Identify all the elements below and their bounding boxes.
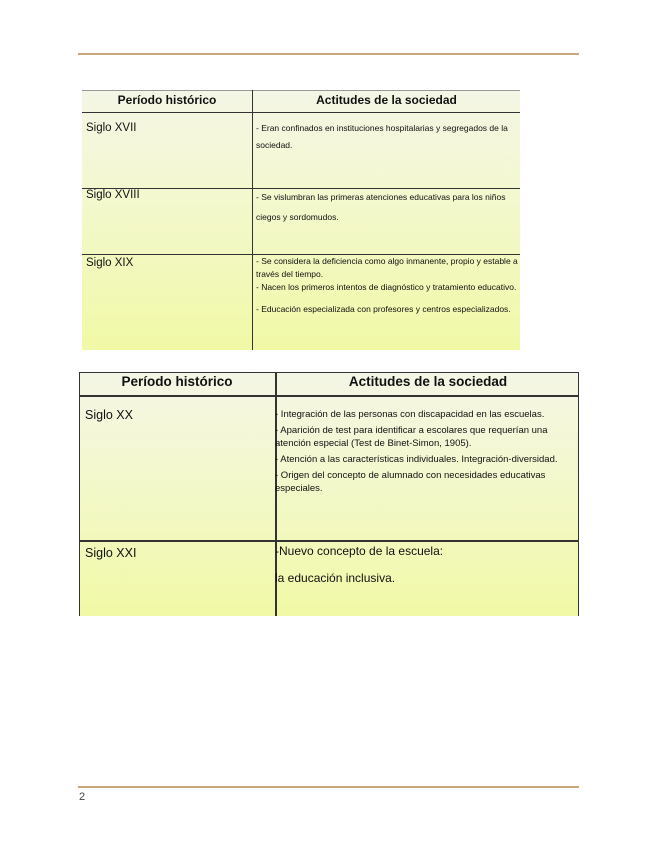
list-item: - Atención a las características individuales. Integración-diversidad. <box>275 454 558 465</box>
header-rule <box>78 53 579 55</box>
footer-rule <box>78 786 579 788</box>
list-item: - Educación especializada con profesores y centros especializados. <box>256 304 511 314</box>
list-item: - Nacen los primeros intentos de diagnóstico y tratamiento educativo. <box>256 282 517 292</box>
row-text-17 <box>256 120 518 154</box>
column-header-attitudes: Actitudes de la sociedad <box>316 93 457 107</box>
row-text-19 <box>256 255 518 319</box>
list-item: la educación inclusiva. <box>275 571 396 585</box>
history-table-1 <box>82 90 520 350</box>
row-text-20 <box>275 406 575 498</box>
list-item: - Se considera la deficiencia como algo inmanente, propio y estable a través del tiempo. <box>256 256 518 279</box>
row-era-21: Siglo XXI <box>85 546 137 560</box>
column-header-period: Período histórico <box>117 93 217 107</box>
column-header-period: Período histórico <box>121 374 233 389</box>
row-era-18: Siglo XVIII <box>86 189 140 201</box>
row-era-20: Siglo XX <box>85 408 133 422</box>
row-text-18 <box>256 187 518 227</box>
list-item: - Se vislumbran las primeras atenciones educativas para los niños ciegos y sordomudos. <box>256 192 506 222</box>
header-divider <box>82 112 520 113</box>
row-divider <box>79 540 579 542</box>
row-era-17: Siglo XVII <box>86 122 137 134</box>
column-header-attitudes: Actitudes de la sociedad <box>348 374 508 389</box>
list-item: - Origen del concepto de alumnado con necesidades educativas especiales. <box>275 470 546 494</box>
list-item: - Eran confinados en instituciones hospitalarias y segregados de la sociedad. <box>256 123 508 150</box>
page-number: 2 <box>79 791 86 803</box>
table-border-top <box>82 90 520 91</box>
history-table-2 <box>79 372 579 616</box>
table-border-left <box>79 372 80 616</box>
row-text-21 <box>275 545 575 585</box>
table-border-right <box>578 372 579 616</box>
column-divider <box>252 90 253 350</box>
list-item: - Integración de las personas con discapacidad en las escuelas. <box>275 409 545 420</box>
list-item: - Aparición de test para identificar a escolares que requerían una atención especial (Test de Binet-Simon, 1905). <box>275 425 548 449</box>
header-divider <box>79 395 579 397</box>
table-border-top <box>79 372 579 373</box>
row-era-19: Siglo XIX <box>86 257 134 269</box>
list-item: -Nuevo concepto de la escuela: <box>275 544 444 558</box>
